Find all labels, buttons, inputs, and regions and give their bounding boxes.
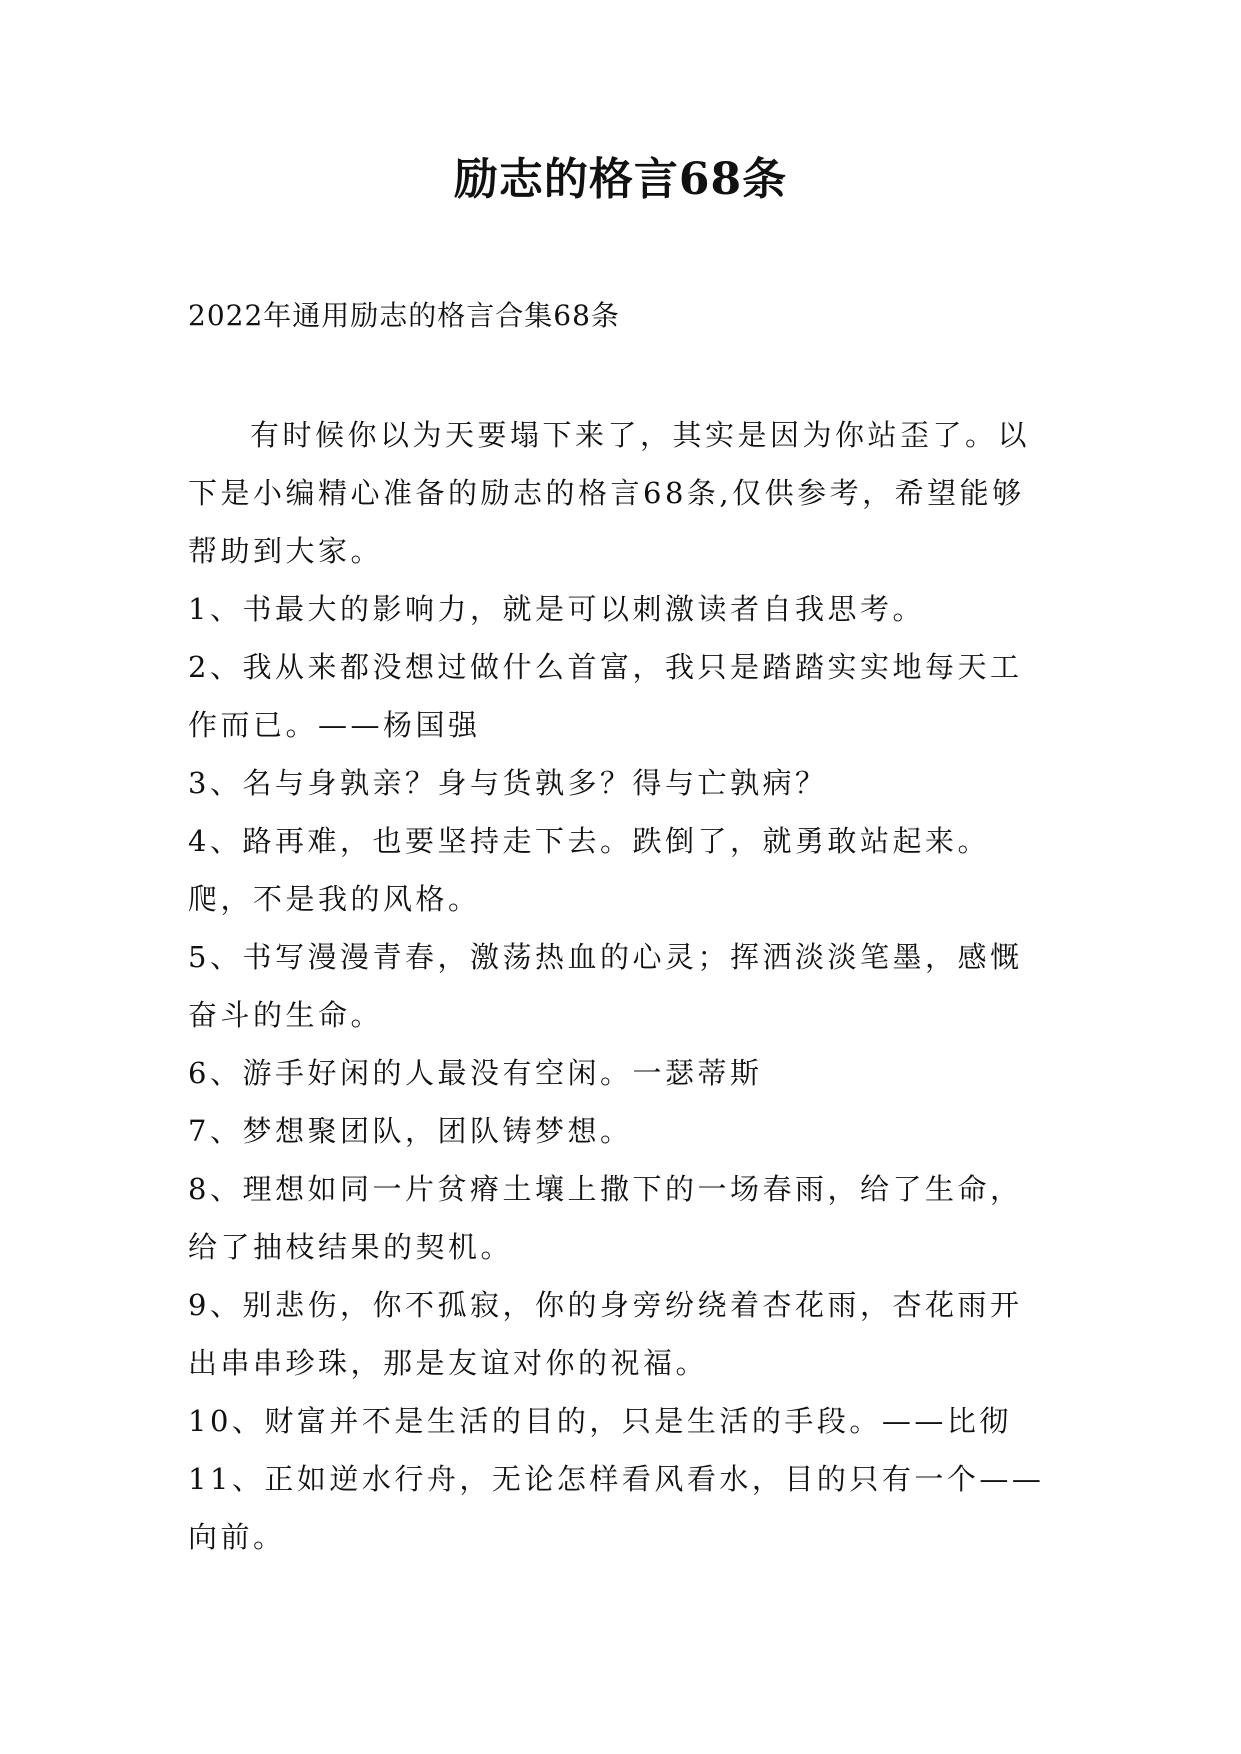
list-item: 6、游手好闲的人最没有空闲。一瑟蒂斯 (188, 1056, 763, 1090)
list-item: 4、路再难，也要坚持走下去。跌倒了，就勇敢站起来。爬，不是我的风格。 (188, 824, 990, 916)
intro-paragraph: 有时候你以为天要塌下来了，其实是因为你站歪了。以下是小编精心准备的励志的格言68条,仅供参考，希望能够帮助到大家。 (188, 418, 1031, 568)
document-subtitle: 2022年通用励志的格言合集68条 (188, 299, 620, 332)
list-item: 3、名与身孰亲？身与货孰多？得与亡孰病？ (188, 766, 828, 800)
list-item: 8、理想如同一片贫瘠土壤上撒下的一场春雨，给了生命，给了抽枝结果的契机。 (188, 1172, 1023, 1264)
list-item: 10、财富并不是生活的目的，只是生活的手段。——比彻 (188, 1404, 1012, 1438)
list-item: 2、我从来都没想过做什么首富，我只是踏踏实实地每天工作而已。——杨国强 (188, 650, 1023, 742)
list-item: 11、正如逆水行舟，无论怎样看风看水，目的只有一个——向前。 (188, 1462, 1045, 1554)
list-item: 7、梦想聚团队，团队铸梦想。 (188, 1114, 633, 1148)
list-item: 9、别悲伤，你不孤寂，你的身旁纷绕着杏花雨，杏花雨开出串串珍珠，那是友谊对你的祝福。 (188, 1288, 1023, 1380)
page-title: 励志的格言68条 (453, 154, 788, 205)
list-item: 1、书最大的影响力，就是可以刺激读者自我思考。 (188, 592, 925, 626)
list-item: 5、书写漫漫青春，激荡热血的心灵；挥洒淡淡笔墨，感慨奋斗的生命。 (188, 940, 1023, 1032)
document-body (188, 406, 1053, 1566)
